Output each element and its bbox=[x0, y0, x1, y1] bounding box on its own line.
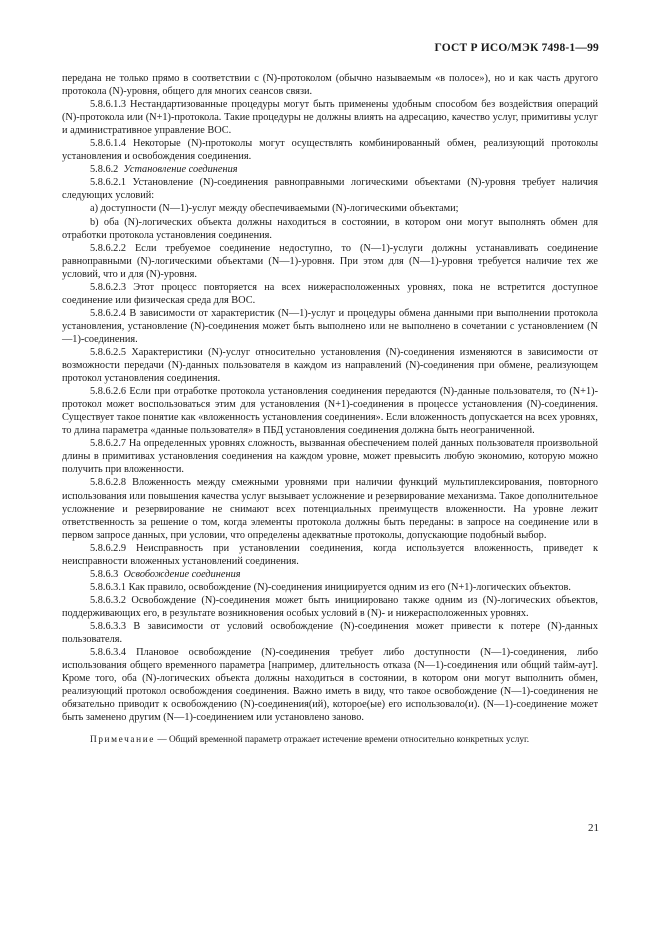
section-number: 5.8.6.2 bbox=[90, 164, 119, 176]
paragraph: 5.8.6.3.2 Освобождение (N)-соединения может быть инициировано также одним из (N)-логических объектов, поддерживающих его, в результате возникновения особых условий в (N)- и нижерасположенных уровнях. bbox=[62, 594, 598, 619]
paragraph: 5.8.6.2.1 Установление (N)-соединения равноправными логическими объектами (N)-уровня требует наличия следующих условий: bbox=[62, 177, 598, 202]
paragraph: передана не только прямо в соответствии с (N)-протоколом (обычно называемым «в полосе»), но и как часть другого протокола (N)-уровня, общего для многих сеансов связи. bbox=[62, 73, 598, 98]
paragraph: a) доступности (N—1)-услуг между обеспечиваемыми (N)-логическими объектами; bbox=[90, 203, 459, 215]
paragraph: b) оба (N)-логических объекта должны находиться в состоянии, в котором они могут выполнять обмен для отработки протокола установления соединения. bbox=[62, 216, 598, 241]
paragraph: 5.8.6.2.8 Вложенность между смежными уровнями при наличии функций мультиплексирования, повторного использования или повышения качества услуг вызывает усложнение и резервирование механизма. Такое дополнительное усложнение и резервирование не снимают всех потенциальных преимуществ вложенности. На уровне лежит ответственность за решение о том, когда элементы протокола должны быть переданы: в запросе на соединение или в первом запросе данных, при условии, что определены адекватные протоколы, допускающие подобный выбор. bbox=[62, 477, 598, 541]
note-label: Примечание bbox=[90, 735, 155, 746]
page-number: 21 bbox=[588, 822, 599, 834]
section-number: 5.8.6.3 bbox=[90, 568, 119, 580]
paragraph: 5.8.6.2.3 Этот процесс повторяется на всех нижерасположенных уровнях, пока не встретится доступное соединение или физическая среда для ВОС. bbox=[62, 281, 598, 306]
document-body bbox=[62, 72, 598, 747]
section-title: Освобождение соединения bbox=[123, 568, 241, 580]
note bbox=[62, 734, 598, 747]
paragraph: 5.8.6.1.4 Некоторые (N)-протоколы могут осуществлять комбинированный обмен, реализующий протоколы установления и освобождения соединения. bbox=[62, 138, 598, 163]
document-header: ГОСТ Р ИСО/МЭК 7498-1—99 bbox=[434, 42, 599, 54]
section-heading bbox=[62, 163, 598, 176]
section-heading bbox=[62, 568, 598, 581]
paragraph: 5.8.6.3.1 Как правило, освобождение (N)-соединения инициируется одним из его (N+1)-логических объектов. bbox=[90, 581, 571, 593]
paragraph: 5.8.6.2.4 В зависимости от характеристик (N—1)-услуг и процедуры обмена данными при выполнении протокола установления, установление (N)-соединения может быть выполнено или не выполнено в сочетании с установлением (N—1)-соединения. bbox=[62, 307, 598, 345]
paragraph: 5.8.6.1.3 Нестандартизованные процедуры могут быть применены удобным способом без воздействия операций (N)-протокола или (N+1)-протокола. Такие процедуры не должны влиять на адресацию, качество услуг, примитивы услуг и административное управление ВОС. bbox=[62, 99, 598, 137]
note-text: — Общий временной параметр отражает истечение времени относительно конкретных услуг. bbox=[155, 735, 530, 746]
paragraph: 5.8.6.3.3 В зависимости от условий освобождение (N)-соединения может привести к потере (N)-данных пользователя. bbox=[62, 620, 598, 646]
paragraph: 5.8.6.2.5 Характеристики (N)-услуг относительно установления (N)-соединения изменяются в зависимости от возможности передачи (N)-данных пользователя в каждом из направлений (N)-соединения при обмене, реализующем протокол установления соединения. bbox=[62, 346, 598, 385]
paragraph: 5.8.6.2.6 Если при отработке протокола установления соединения передаются (N)-данные пользователя, то (N+1)-протокол может воспользоваться этим для установления (N+1)-соединения в процессе установления (N)-соединения. Существует такое понятие как «вложенность установления соединения». Если вложенность допускается на всех уровнях, то длина параметра «данные пользователя» в ПБД установления соединения должна быть неограниченной. bbox=[62, 386, 598, 437]
paragraph: 5.8.6.3.4 Плановое освобождение (N)-соединения требует либо доступности (N—1)-соединения, либо использования общего временного параметра [например, длительность отказа (N—1)-соединения или общий тайм-аут]. Кроме того, оба (N)-логических объекта должны находиться в состоянии, в котором они могут выполнить обмен, реализующий протокол освобождения соединения. Важно иметь в виду, что такое освобождение (N—1)-соединения не обязательно приводит к освобождению (N)-соединения(ий), которое(ые) его использовало(и). (N—1)-соединение может быть заменено другим (N—1)-соединением или установлено заново. bbox=[62, 647, 598, 724]
section-title: Установление соединения bbox=[123, 164, 238, 176]
paragraph: 5.8.6.2.2 Если требуемое соединение недоступно, то (N—1)-услуги должны устанавливать соединение равноправными (N)-логическими объектами (N—1)-уровня. При этом для (N—1)-уровня требуется наличие тех же условий, что и для (N)-уровня. bbox=[62, 242, 598, 280]
paragraph: 5.8.6.2.7 На определенных уровнях сложность, вызванная обеспечением полей данных пользователя произвольной длины в примитивах установления соединения на каждом уровне, может превысить любую экономию, которую можно получить при вложенности. bbox=[62, 438, 598, 476]
paragraph: 5.8.6.2.9 Неисправность при установлении соединения, когда используется вложенность, приведет к неисправности вложенных установлений соединения. bbox=[62, 542, 598, 567]
